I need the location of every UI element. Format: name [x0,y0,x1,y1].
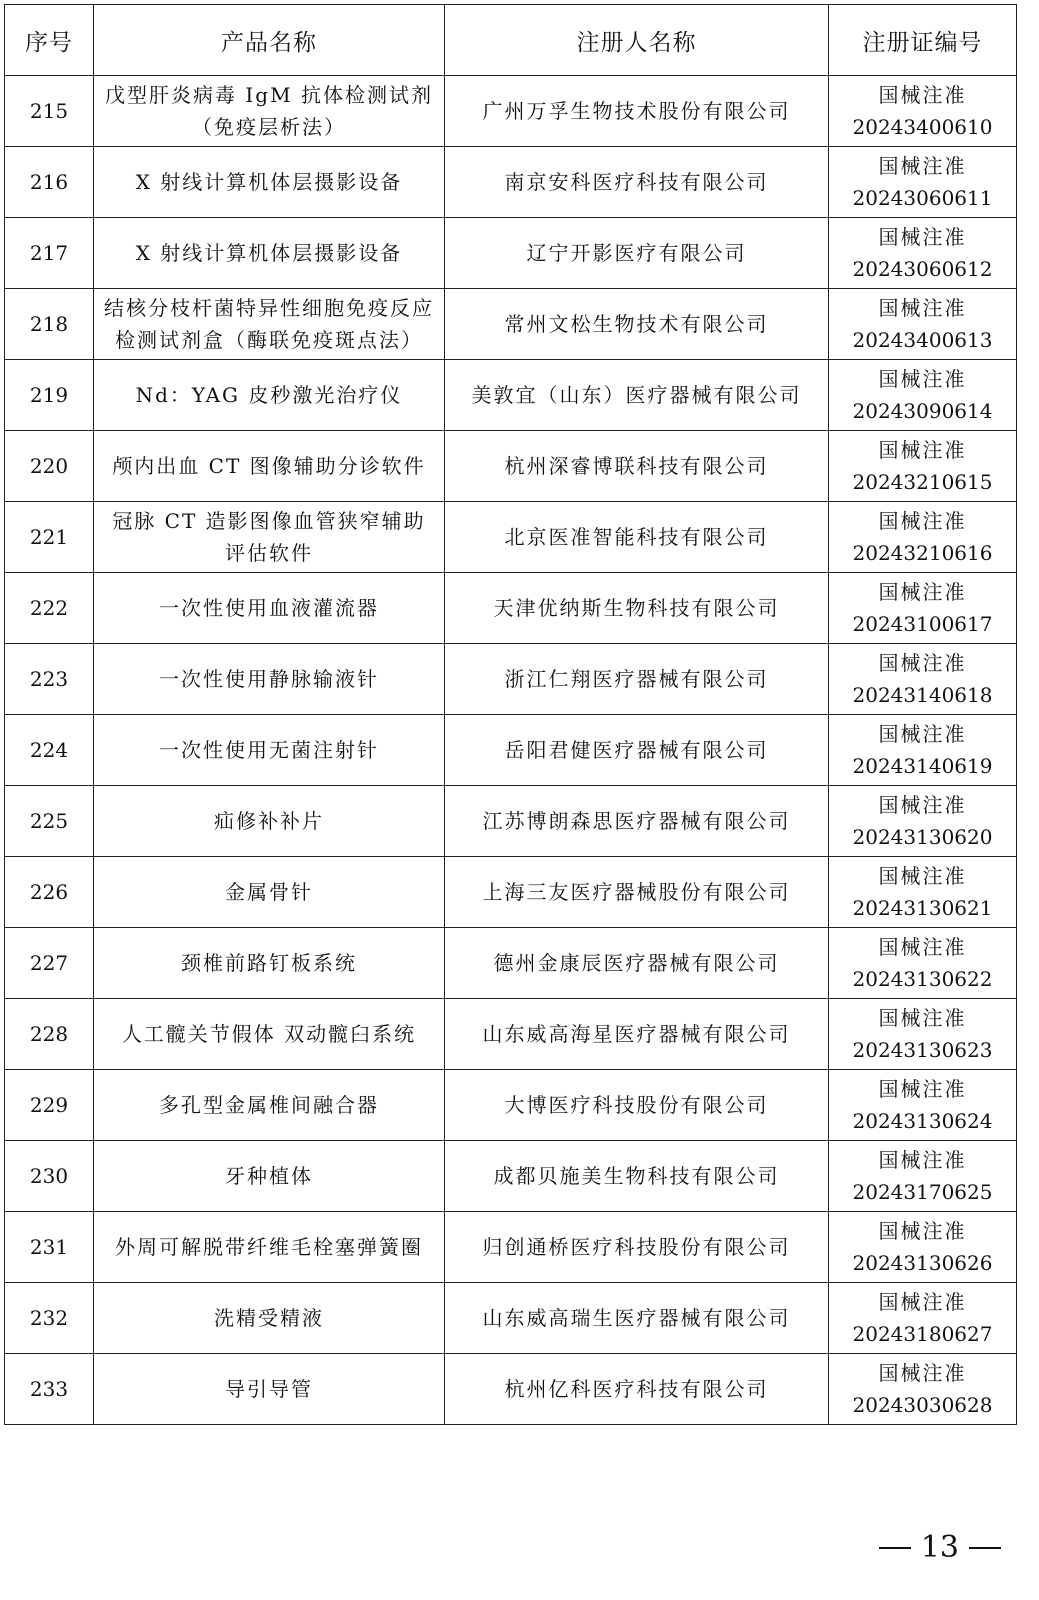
cell-product-name: 颅内出血 CT 图像辅助分诊软件 [94,431,445,502]
registration-number: 20243130620 [852,825,993,849]
registration-prefix: 国械注准 [878,509,967,533]
table-row [5,360,1017,431]
cell-registration-no [829,76,1017,147]
registration-number: 20243090614 [852,399,993,423]
cell-serial-no: 216 [5,147,94,218]
registration-prefix: 国械注准 [878,1006,967,1030]
page-footer [879,1530,1001,1565]
cell-serial-no: 232 [5,1283,94,1354]
cell-serial-no: 221 [5,502,94,573]
cell-registration-no [829,644,1017,715]
registration-prefix: 国械注准 [878,225,967,249]
cell-registrant-name: 浙江仁翔医疗器械有限公司 [445,644,829,715]
table-row [5,928,1017,999]
registration-number: 20243100617 [852,612,993,636]
cell-registrant-name: 岳阳君健医疗器械有限公司 [445,715,829,786]
registration-number: 20243400610 [852,115,993,139]
cell-serial-no: 229 [5,1070,94,1141]
cell-serial-no: 227 [5,928,94,999]
footer-dash-right [969,1547,1001,1549]
cell-serial-no: 228 [5,999,94,1070]
table-row [5,502,1017,573]
page-number: 13 [920,1530,959,1565]
footer-dash-left [879,1547,911,1549]
cell-serial-no: 220 [5,431,94,502]
table-row [5,573,1017,644]
cell-registration-no [829,289,1017,360]
cell-product-name: 人工髋关节假体 双动髋臼系统 [94,999,445,1070]
cell-registrant-name: 山东威高瑞生医疗器械有限公司 [445,1283,829,1354]
registration-prefix: 国械注准 [878,1077,967,1101]
table-row [5,147,1017,218]
cell-registrant-name: 杭州深睿博联科技有限公司 [445,431,829,502]
cell-product-name: 金属骨针 [94,857,445,928]
registration-prefix: 国械注准 [878,864,967,888]
cell-registrant-name: 天津优纳斯生物科技有限公司 [445,573,829,644]
table-row [5,1212,1017,1283]
table-row [5,1070,1017,1141]
registration-number: 20243130623 [852,1038,993,1062]
cell-registrant-name: 成都贝施美生物科技有限公司 [445,1141,829,1212]
cell-product-name: 牙种植体 [94,1141,445,1212]
header-registration-no: 注册证编号 [829,5,1017,76]
cell-product-name: 冠脉 CT 造影图像血管狭窄辅助评估软件 [94,502,445,573]
registration-number: 20243170625 [852,1180,993,1204]
registration-number: 20243210616 [852,541,993,565]
table-row [5,289,1017,360]
cell-registration-no [829,1212,1017,1283]
cell-registration-no [829,715,1017,786]
registration-number: 20243180627 [852,1322,993,1346]
cell-serial-no: 219 [5,360,94,431]
cell-product-name: 疝修补补片 [94,786,445,857]
cell-registrant-name: 归创通桥医疗科技股份有限公司 [445,1212,829,1283]
header-registrant-name: 注册人名称 [445,5,829,76]
cell-serial-no: 230 [5,1141,94,1212]
registration-number: 20243210615 [852,470,993,494]
registration-number: 20243140618 [852,683,993,707]
table-row [5,431,1017,502]
table-row [5,1141,1017,1212]
cell-registration-no [829,502,1017,573]
cell-serial-no: 218 [5,289,94,360]
cell-serial-no: 225 [5,786,94,857]
registration-prefix: 国械注准 [878,651,967,675]
registration-prefix: 国械注准 [878,1290,967,1314]
cell-serial-no: 226 [5,857,94,928]
cell-registration-no [829,360,1017,431]
cell-registration-no [829,857,1017,928]
cell-serial-no: 217 [5,218,94,289]
table-row [5,644,1017,715]
cell-registrant-name: 北京医准智能科技有限公司 [445,502,829,573]
cell-product-name: 戊型肝炎病毒 IgM 抗体检测试剂（免疫层析法） [94,76,445,147]
header-product-name: 产品名称 [94,5,445,76]
cell-registration-no [829,1070,1017,1141]
cell-product-name: 一次性使用无菌注射针 [94,715,445,786]
cell-serial-no: 222 [5,573,94,644]
registration-prefix: 国械注准 [878,154,967,178]
cell-registrant-name: 南京安科医疗科技有限公司 [445,147,829,218]
cell-product-name: 颈椎前路钉板系统 [94,928,445,999]
cell-registrant-name: 美敦宜（山东）医疗器械有限公司 [445,360,829,431]
registration-number: 20243140619 [852,754,993,778]
cell-product-name: 外周可解脱带纤维毛栓塞弹簧圈 [94,1212,445,1283]
cell-registrant-name: 江苏博朗森思医疗器械有限公司 [445,786,829,857]
registration-prefix: 国械注准 [878,1148,967,1172]
registration-prefix: 国械注准 [878,296,967,320]
cell-product-name: X 射线计算机体层摄影设备 [94,147,445,218]
cell-serial-no: 233 [5,1354,94,1425]
table-row [5,76,1017,147]
registration-prefix: 国械注准 [878,722,967,746]
header-serial-no: 序号 [5,5,94,76]
table-row [5,715,1017,786]
table-row [5,218,1017,289]
registration-number: 20243400613 [852,328,993,352]
cell-registration-no [829,1354,1017,1425]
registration-number: 20243130626 [852,1251,993,1275]
registration-prefix: 国械注准 [878,367,967,391]
table-header-row [5,5,1017,76]
registration-table [4,4,1017,1425]
cell-product-name: 一次性使用血液灌流器 [94,573,445,644]
table-row [5,999,1017,1070]
cell-registration-no [829,147,1017,218]
table-body [5,76,1017,1425]
cell-product-name: 洗精受精液 [94,1283,445,1354]
cell-registrant-name: 辽宁开影医疗有限公司 [445,218,829,289]
cell-product-name: 多孔型金属椎间融合器 [94,1070,445,1141]
registration-number: 20243130622 [852,967,993,991]
registration-prefix: 国械注准 [878,935,967,959]
cell-product-name: X 射线计算机体层摄影设备 [94,218,445,289]
cell-registration-no [829,1141,1017,1212]
cell-registration-no [829,928,1017,999]
table-row [5,786,1017,857]
registration-number: 20243060611 [852,186,993,210]
cell-registration-no [829,786,1017,857]
cell-registrant-name: 广州万孚生物技术股份有限公司 [445,76,829,147]
table-row [5,1354,1017,1425]
cell-product-name: 导引导管 [94,1354,445,1425]
registration-number: 20243130624 [852,1109,993,1133]
cell-registrant-name: 德州金康辰医疗器械有限公司 [445,928,829,999]
cell-registrant-name: 上海三友医疗器械股份有限公司 [445,857,829,928]
cell-registrant-name: 常州文松生物技术有限公司 [445,289,829,360]
cell-serial-no: 223 [5,644,94,715]
cell-registration-no [829,218,1017,289]
cell-serial-no: 215 [5,76,94,147]
registration-prefix: 国械注准 [878,1219,967,1243]
table-row [5,1283,1017,1354]
cell-registrant-name: 山东威高海星医疗器械有限公司 [445,999,829,1070]
registration-number: 20243130621 [852,896,993,920]
registration-prefix: 国械注准 [878,438,967,462]
cell-registration-no [829,573,1017,644]
cell-product-name: 一次性使用静脉输液针 [94,644,445,715]
cell-product-name: 结核分枝杆菌特异性细胞免疫反应检测试剂盒（酶联免疫斑点法） [94,289,445,360]
registration-number: 20243030628 [852,1393,993,1417]
cell-registration-no [829,1283,1017,1354]
cell-registrant-name: 杭州亿科医疗科技有限公司 [445,1354,829,1425]
registration-prefix: 国械注准 [878,1361,967,1385]
cell-registration-no [829,999,1017,1070]
registration-prefix: 国械注准 [878,83,967,107]
cell-serial-no: 224 [5,715,94,786]
registration-number: 20243060612 [852,257,993,281]
table-row [5,857,1017,928]
cell-serial-no: 231 [5,1212,94,1283]
cell-product-name: Nd：YAG 皮秒激光治疗仪 [94,360,445,431]
registration-prefix: 国械注准 [878,580,967,604]
cell-registration-no [829,431,1017,502]
registration-prefix: 国械注准 [878,793,967,817]
cell-registrant-name: 大博医疗科技股份有限公司 [445,1070,829,1141]
